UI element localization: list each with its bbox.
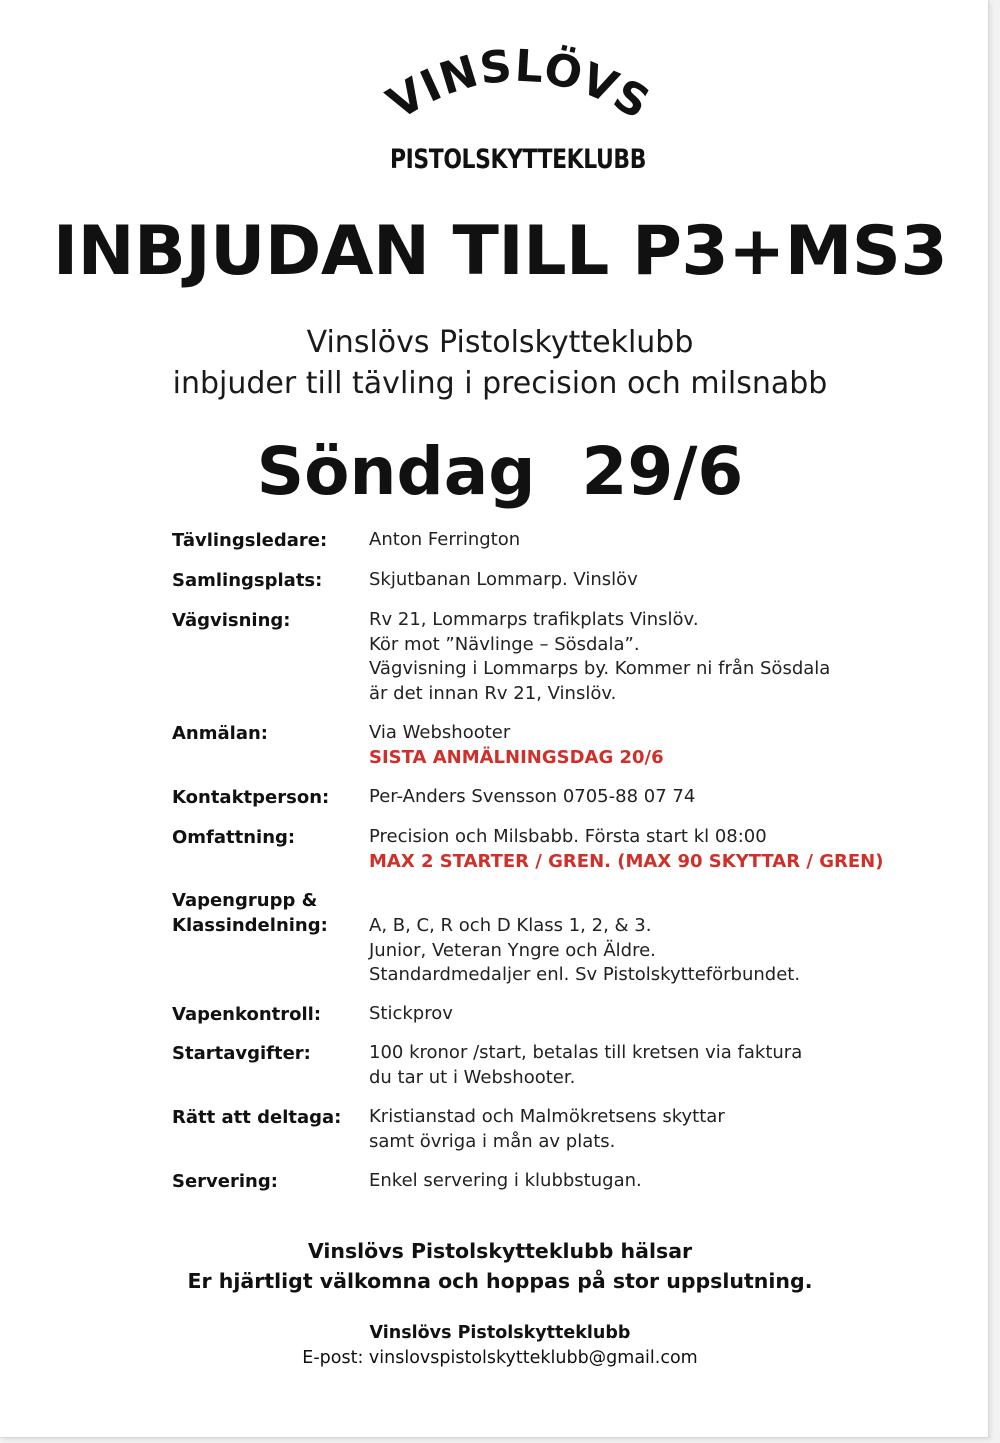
footer-org-name: Vinslövs Pistolskytteklubb — [369, 1323, 631, 1343]
detail-value — [369, 1002, 929, 1027]
detail-value-line: Precision och Milsbabb. Första start kl 08:00 — [369, 826, 767, 847]
detail-value — [369, 608, 929, 706]
detail-value — [369, 825, 929, 874]
detail-label: Omfattning: — [172, 827, 296, 848]
detail-value — [369, 1169, 929, 1194]
detail-value — [369, 721, 929, 770]
detail-value — [369, 528, 929, 553]
detail-value — [369, 785, 929, 810]
detail-label — [172, 888, 362, 938]
detail-label: Rätt att deltaga: — [172, 1107, 342, 1128]
logo-arc-text: VINSLÖVS — [378, 40, 659, 130]
closing-line-2: Er hjärtligt välkomna och hoppas på stor uppslutning. — [187, 1269, 813, 1293]
detail-value-line: Kör mot ”Nävlinge – Sösdala”. — [369, 633, 640, 655]
deadline-highlight: SISTA ANMÄLNINGSDAG 20/6 — [369, 746, 664, 768]
detail-value-line: Enkel servering i klubbstugan. — [369, 1170, 642, 1191]
intro-text — [0, 322, 1000, 404]
detail-value-line: du tar ut i Webshooter. — [369, 1066, 576, 1088]
intro-line-1: Vinslövs Pistolskytteklubb — [306, 325, 694, 360]
closing-message — [0, 1236, 1000, 1296]
detail-label: Startavgifter: — [172, 1043, 311, 1064]
detail-value — [369, 568, 929, 593]
detail-value — [369, 914, 929, 988]
event-date: Söndag 29/6 — [256, 433, 744, 510]
detail-value-line: Skjutbanan Lommarp. Vinslöv — [369, 569, 638, 590]
detail-label-line: Klassindelning: — [172, 915, 328, 936]
detail-value — [369, 1105, 929, 1154]
detail-value-line: Vägvisning i Lommarps by. Kommer ni från Sösdala — [369, 658, 831, 679]
detail-value-line: Kristianstad och Malmökretsens skyttar — [369, 1106, 725, 1127]
detail-label: Vapenkontroll: — [172, 1004, 322, 1025]
detail-value-line: Rv 21, Lommarps trafikplats Vinslöv. — [369, 609, 699, 630]
detail-label-line: Vapengrupp & — [172, 890, 318, 911]
footer-email[interactable]: E-post: vinslovspistolskytteklubb@gmail.com — [302, 1348, 698, 1368]
footer — [0, 1321, 1000, 1371]
detail-label: Anmälan: — [172, 723, 268, 744]
detail-value-line: samt övriga i mån av plats. — [369, 1130, 616, 1152]
detail-value-line: Standardmedaljer enl. Sv Pistolskytteförbundet. — [369, 964, 801, 985]
detail-label: Servering: — [172, 1171, 278, 1192]
detail-label: Samlingsplats: — [172, 570, 323, 591]
detail-value-line: är det innan Rv 21, Vinslöv. — [369, 682, 617, 704]
detail-label: Vägvisning: — [172, 610, 291, 631]
detail-value-line: Anton Ferrington — [369, 529, 521, 550]
detail-label: Kontaktperson: — [172, 787, 330, 808]
detail-value — [369, 1041, 929, 1090]
limit-highlight: MAX 2 STARTER / GREN. (MAX 90 SKYTTAR / GREN) — [369, 850, 884, 872]
detail-value-line: Junior, Veteran Yngre och Äldre. — [369, 939, 656, 961]
detail-value-line: Stickprov — [369, 1003, 453, 1024]
club-logo — [370, 40, 670, 180]
page-title: INBJUDAN TILL P3+MS3 — [52, 212, 948, 291]
detail-value-line: Per-Anders Svensson 0705-88 07 74 — [369, 786, 696, 807]
closing-line-1: Vinslövs Pistolskytteklubb hälsar — [307, 1239, 693, 1263]
detail-label: Tävlingsledare: — [172, 530, 328, 551]
detail-value-line: 100 kronor /start, betalas till kretsen via faktura — [369, 1042, 803, 1063]
logo-bottom-text: PISTOLSKYTTEKLUBB — [390, 144, 646, 175]
intro-line-2: inbjuder till tävling i precision och milsnabb — [172, 366, 828, 401]
detail-value-line: Via Webshooter — [369, 722, 511, 743]
detail-value-line: A, B, C, R och D Klass 1, 2, & 3. — [369, 915, 652, 936]
